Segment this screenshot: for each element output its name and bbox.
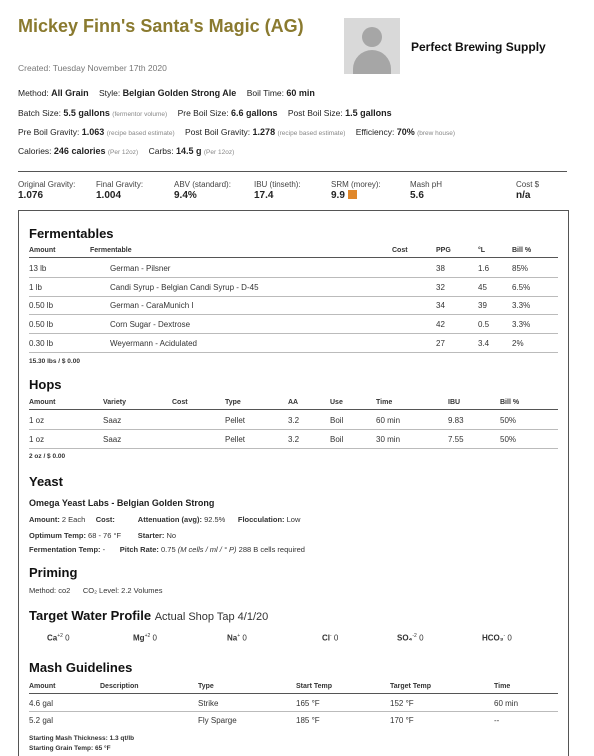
hops-header-use: Use: [330, 399, 343, 406]
mash-header-amount: Amount: [29, 683, 56, 690]
table-row: 1 oz: [29, 416, 45, 425]
mash-time: --: [494, 716, 500, 725]
water-profile-name: Actual Shop Tap 4/1/20: [154, 611, 269, 623]
mash-start-temp: 185 °F: [296, 716, 320, 725]
hops-header-variety: Variety: [103, 399, 126, 406]
row-divider: [29, 429, 558, 430]
mash-target-temp: 152 °F: [390, 699, 414, 708]
water-ion-so4: SO₄$^{-2}$ 0: [397, 633, 424, 643]
yeast-heading: Yeast: [29, 474, 63, 489]
hops-header-type: Type: [225, 399, 241, 406]
avatar-body-icon: [353, 50, 391, 74]
fermentables-heading: Fermentables: [29, 226, 114, 241]
mash-header-start-temp: Start Temp: [296, 683, 333, 690]
srm-color-swatch: [348, 190, 357, 199]
fermentable-ppg: 32: [436, 283, 445, 292]
priming-details: Method: co2 CO₂ Level: 2.2 Volumes: [29, 586, 163, 595]
fermentables-header-ppg: PPG: [436, 247, 451, 254]
fermentable-bill: 3.3%: [512, 301, 531, 310]
fermentable-name: German - Pilsner: [110, 264, 171, 273]
hops-header-amount: Amount: [29, 399, 56, 406]
fermentable-ppg: 38: [436, 264, 445, 273]
fermentables-header-cost: Cost: [392, 247, 408, 254]
table-row: 1 lb: [29, 283, 42, 292]
fermentable-bill: 3.3%: [512, 320, 531, 329]
fermentables-header-bill: Bill %: [512, 247, 532, 254]
fermentable-lovibond: 39: [478, 301, 487, 310]
stat-mash-ph: Mash pH 5.6: [410, 180, 443, 201]
meta-line-calories: Calories: 246 calories (Per 12oz) Carbs: 14.5 g (Per 12oz): [18, 146, 235, 156]
mash-time: 60 min: [494, 699, 519, 708]
meta-line-method: Method: All Grain Style: Belgian Golden Strong Ale Boil Time: 60 min: [18, 88, 315, 98]
fermentables-header-lovibond: °L: [478, 247, 486, 254]
hop-variety: Saaz: [103, 416, 122, 425]
water-ion-na: Na+ 0: [227, 633, 247, 643]
table-row: 5.2 gal: [29, 716, 54, 725]
water-ion-hco3: HCO₃- 0: [482, 633, 512, 643]
stat-cost: Cost $ n/a: [516, 180, 540, 201]
hops-header-ibu: IBU: [448, 399, 461, 406]
water-ion-cl: Cl- 0: [322, 633, 339, 643]
hop-variety: Saaz: [103, 435, 122, 444]
row-divider: [29, 711, 558, 712]
recipe-title: Mickey Finn's Santa's Magic (AG): [18, 16, 304, 36]
fermentable-bill: 2%: [512, 339, 524, 348]
stat-abv: ABV (standard): 9.4%: [174, 180, 231, 201]
hop-ibu: 9.83: [448, 416, 464, 425]
hops-header-time: Time: [376, 399, 393, 406]
fermentable-name: Candi Syrup - Belgian Candi Syrup - D-45: [110, 283, 259, 292]
hop-time: 60 min: [376, 416, 401, 425]
header-divider: [18, 171, 567, 172]
hop-ibu: 7.55: [448, 435, 464, 444]
table-row: 0.50 lb: [29, 320, 54, 329]
fermentable-ppg: 27: [436, 339, 445, 348]
fermentable-bill: 6.5%: [512, 283, 531, 292]
stat-srm: SRM (morey): 9.9: [331, 180, 381, 201]
hop-use: Boil: [330, 435, 344, 444]
hop-bill: 50%: [500, 435, 517, 444]
stat-og: Original Gravity: 1.076: [18, 180, 76, 201]
hop-type: Pellet: [225, 416, 246, 425]
hops-header-cost: Cost: [172, 399, 188, 406]
hops-total: 2 oz / $ 0.00: [29, 453, 66, 460]
stats-row: [18, 180, 578, 204]
meta-line-sizes: Batch Size: 5.5 gallons (fermentor volume) Pre Boil Size: 6.6 gallons Post Boil Size: 1.5 gallons: [18, 108, 392, 118]
row-divider: [29, 277, 558, 278]
table-row: 4.6 gal: [29, 699, 54, 708]
fermentable-name: Weyermann - Acidulated: [110, 339, 198, 348]
row-divider: [29, 352, 558, 353]
stat-ibu: IBU (tinseth): 17.4: [254, 180, 301, 201]
stat-fg: Final Gravity: 1.004: [96, 180, 144, 201]
fermentables-total: 15.30 lbs / $ 0.00: [29, 358, 80, 365]
mash-header-target-temp: Target Temp: [390, 683, 431, 690]
mash-target-temp: 170 °F: [390, 716, 414, 725]
yeast-details-line-3: Fermentation Temp: - Pitch Rate: 0.75 (M cells / ml / ° P) 288 B cells required: [29, 545, 305, 554]
hop-time: 30 min: [376, 435, 401, 444]
mash-header-description: Description: [100, 683, 139, 690]
fermentable-ppg: 42: [436, 320, 445, 329]
mash-start-temp: 165 °F: [296, 699, 320, 708]
fermentable-lovibond: 0.5: [478, 320, 490, 329]
fermentable-lovibond: 45: [478, 283, 487, 292]
hops-header-aa: AA: [288, 399, 299, 406]
fermentable-lovibond: 1.6: [478, 264, 490, 273]
fermentables-header-fermentable: Fermentable: [90, 247, 132, 254]
mash-header-type: Type: [198, 683, 214, 690]
table-row: 0.50 lb: [29, 301, 54, 310]
yeast-details-line-1: Amount: 2 Each Cost: Attenuation (avg): 92.5% Flocculation: Low: [29, 515, 301, 524]
row-divider: [29, 296, 558, 297]
mash-grain-temp: Starting Grain Temp: 65 °F: [29, 745, 111, 752]
fermentable-name: German - CaraMunich I: [110, 301, 194, 310]
hop-bill: 50%: [500, 416, 517, 425]
brand-name: Perfect Brewing Supply: [411, 40, 546, 54]
mash-thickness: Starting Mash Thickness: 1.3 qt/lb: [29, 735, 135, 742]
fermentables-header-rule: [29, 257, 558, 258]
fermentable-bill: 85%: [512, 264, 529, 273]
hop-aa: 3.2: [288, 435, 300, 444]
fermentable-name: Corn Sugar - Dextrose: [110, 320, 191, 329]
hops-header-bill: Bill %: [500, 399, 520, 406]
hop-type: Pellet: [225, 435, 246, 444]
hops-heading: Hops: [29, 377, 62, 392]
mash-heading: Mash Guidelines: [29, 660, 133, 675]
mash-header-time: Time: [494, 683, 511, 690]
row-divider: [29, 448, 558, 449]
fermentable-ppg: 34: [436, 301, 445, 310]
hops-header-rule: [29, 409, 558, 410]
table-row: 1 oz: [29, 435, 45, 444]
water-ion-ca: $Ca^{+2}$ 0: [47, 633, 70, 643]
avatar-head-icon: [362, 27, 382, 47]
mash-step-type: Fly Sparge: [198, 716, 237, 725]
fermentables-header-amount: Amount: [29, 247, 56, 254]
yeast-name: Omega Yeast Labs - Belgian Golden Strong: [29, 498, 215, 508]
mash-step-type: Strike: [198, 699, 219, 708]
meta-line-gravity: Pre Boil Gravity: 1.063 (recipe based estimate) Post Boil Gravity: 1.278 (recipe based estimate) Efficiency: 70% (brew house): [18, 127, 456, 137]
hop-aa: 3.2: [288, 416, 300, 425]
water-heading: Target Water Profile Actual Shop Tap 4/1/20: [29, 608, 269, 623]
mash-header-rule: [29, 693, 558, 694]
avatar: [344, 18, 400, 74]
created-date: Created: Tuesday November 17th 2020: [18, 63, 167, 73]
fermentable-lovibond: 3.4: [478, 339, 490, 348]
yeast-details-line-2: Optimum Temp: 68 - 76 °F Starter: No: [29, 531, 177, 540]
hop-use: Boil: [330, 416, 344, 425]
priming-heading: Priming: [29, 565, 78, 580]
row-divider: [29, 333, 558, 334]
water-ion-mg: $Mg^{+2}$ 0: [133, 633, 157, 643]
table-row: 13 lb: [29, 264, 47, 273]
table-row: 0.30 lb: [29, 339, 54, 348]
row-divider: [29, 314, 558, 315]
